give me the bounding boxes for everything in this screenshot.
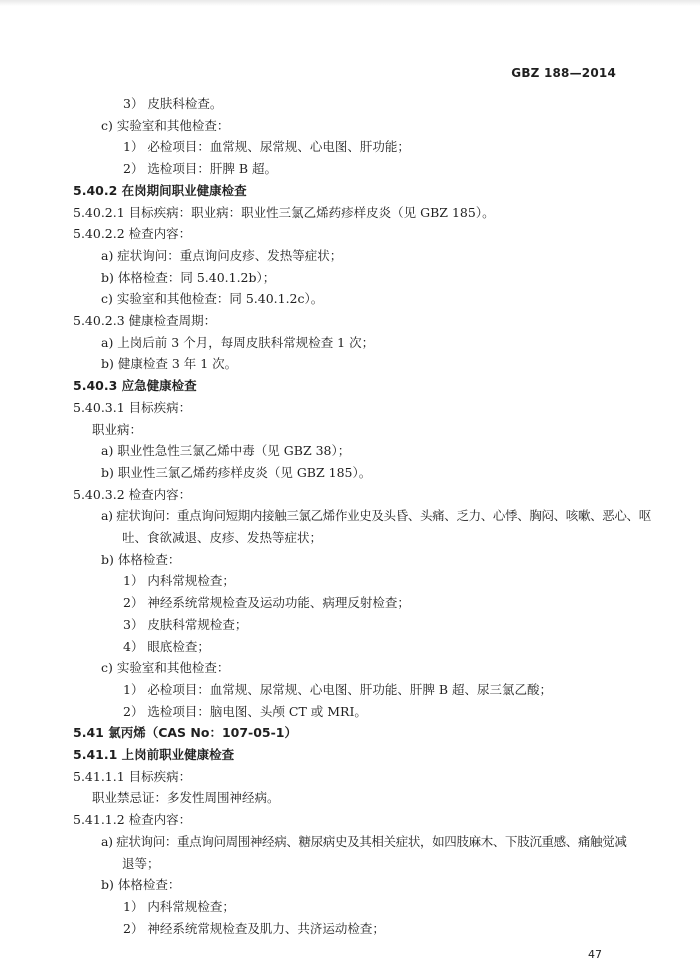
text-line: 3） 皮肤科检查。 — [123, 96, 223, 111]
text-line: 5.40.3.2 检查内容： — [73, 486, 192, 502]
text-line: a) 症状询问：重点询问皮疹、发热等症状； — [101, 247, 343, 263]
text-line: 5.41.1.2 检查内容： — [73, 812, 192, 828]
text-line: a) 症状询问：重点询问周围神经病、糖尿病史及其相关症状，如四肢麻木、下肢沉重感、痛触觉减 — [101, 833, 627, 849]
text-line: 2） 神经系统常规检查及运动功能、病理反射检查； — [123, 595, 410, 611]
section-heading: 5.41.1 上岗前职业健康检查 — [73, 747, 235, 762]
text-line: a) 症状询问：重点询问短期内接触三氯乙烯作业史及头昏、头痛、乏力、心悸、胸闷、咳嗽、恶心、呕 — [101, 508, 651, 524]
text-line: b) 体格检查：同 5.40.1.2b）； — [101, 269, 276, 285]
text-line: 2） 神经系统常规检查及肌力、共济运动检查； — [123, 920, 385, 936]
text-line: 职业病： — [92, 421, 143, 437]
text-line: b) 职业性三氯乙烯药疹样皮炎（见 GBZ 185）。 — [101, 464, 372, 480]
text-line: 退等； — [122, 855, 160, 871]
text-line: 3） 皮肤科常规检查； — [123, 616, 248, 632]
text-line: c) 实验室和其他检查： — [101, 660, 230, 676]
text-line: 5.40.3.1 目标疾病： — [73, 399, 192, 415]
text-line: c) 实验室和其他检查： — [101, 117, 230, 133]
text-line: 5.40.2.3 健康检查周期： — [73, 313, 217, 328]
standard-number-header: GBZ 188—2014 — [511, 66, 616, 80]
text-line: 5.40.2.2 检查内容： — [73, 226, 192, 242]
text-line: 职业禁忌证：多发性周围神经病。 — [92, 790, 280, 806]
scan-edge-shade — [0, 0, 700, 6]
text-line: 4） 眼底检查； — [123, 638, 210, 654]
section-heading: 5.40.2 在岗期间职业健康检查 — [73, 182, 247, 198]
text-line: a) 职业性急性三氯乙烯中毒（见 GBZ 38）； — [101, 443, 351, 459]
text-line: 5.41.1.1 目标疾病： — [73, 768, 192, 784]
text-line: c) 实验室和其他检查：同 5.40.1.2c）。 — [101, 291, 324, 307]
text-line: 1） 必检项目：血常规、尿常规、心电图、肝功能； — [123, 139, 410, 155]
text-line: 1） 内科常规检查； — [123, 573, 235, 589]
text-line: 1） 内科常规检查； — [123, 898, 235, 914]
text-line: 2） 选检项目：肝脾 B 超。 — [123, 161, 278, 177]
section-heading: 5.41 氯丙烯（CAS No：107-05-1） — [73, 725, 298, 741]
text-line: b) 健康检查 3 年 1 次。 — [101, 356, 238, 372]
text-line: b) 体格检查： — [101, 551, 181, 567]
page-number: 47 — [588, 948, 602, 962]
text-line: 1） 必检项目：血常规、尿常规、心电图、肝功能、肝脾 B 超、尿三氯乙酸； — [123, 681, 553, 697]
text-line: 吐、食欲减退、皮疹、发热等症状； — [122, 530, 323, 545]
text-line: b) 体格检查： — [101, 877, 181, 893]
text-line: 2） 选检项目：脑电图、头颅 CT 或 MRI。 — [123, 703, 367, 719]
section-heading: 5.40.3 应急健康检查 — [73, 378, 197, 394]
text-line: a) 上岗后前 3 个月，每周皮肤科常规检查 1 次； — [101, 334, 375, 350]
text-line: 5.40.2.1 目标疾病：职业病：职业性三氯乙烯药疹样皮炎（见 GBZ 185）。 — [73, 204, 495, 220]
